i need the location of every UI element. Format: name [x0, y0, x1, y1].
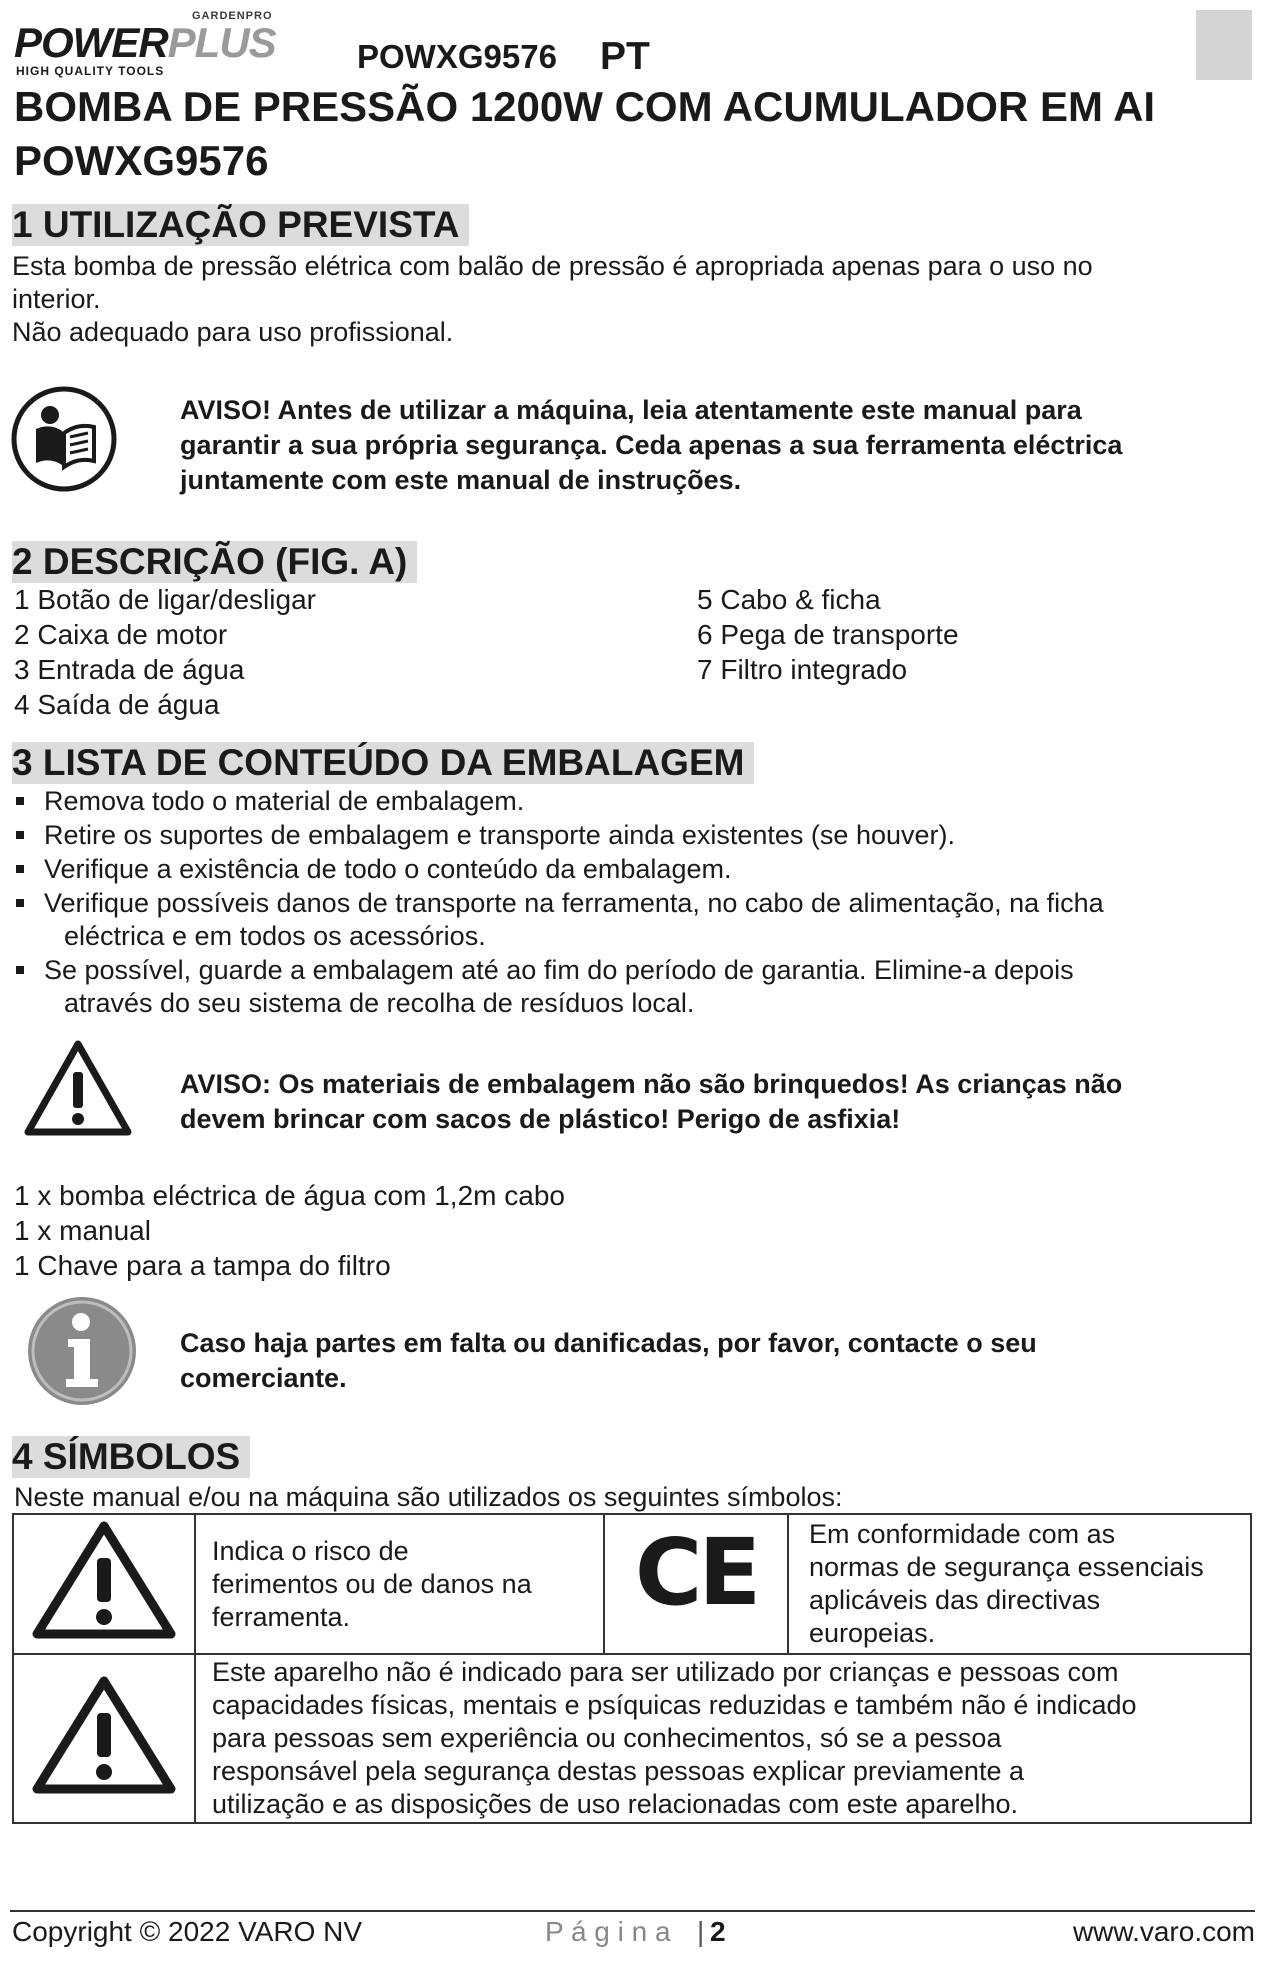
description-list-right	[697, 582, 1237, 687]
bullet-icon	[16, 899, 24, 907]
text-line: Em conformidade com as	[809, 1519, 1116, 1549]
bullet-icon	[16, 966, 24, 974]
section-heading-package-contents: 3 LISTA DE CONTEÚDO DA EMBALAGEM	[12, 742, 754, 784]
list-item: 6 Pega de transporte	[697, 619, 959, 650]
text-line: Não adequado para uso profissional.	[12, 317, 454, 347]
text-line: através do seu sistema de recolha de resíduos local.	[64, 988, 695, 1018]
title-line: BOMBA DE PRESSÃO 1200W COM ACUMULADOR EM AI	[14, 83, 1156, 130]
section-heading-intended-use: 1 UTILIZAÇÃO PREVISTA	[12, 204, 469, 246]
symbols-table	[12, 1513, 1252, 1824]
list-item: 1 x bomba eléctrica de água com 1,2m cabo	[14, 1180, 565, 1211]
text-line: garantir a sua própria segurança. Ceda apenas a sua ferramenta eléctrica	[180, 430, 1123, 460]
symbol-description-cell	[195, 1514, 604, 1654]
warning-triangle-icon	[29, 1518, 179, 1642]
symbols-intro-text: Neste manual e/ou na máquina são utilizados os seguintes símbolos:	[14, 1482, 843, 1512]
text-line: para pessoas sem experiência ou conhecimentos, só se a pessoa	[212, 1723, 1002, 1753]
text-line: responsável pela segurança destas pessoas explicar previamente a	[212, 1756, 1024, 1786]
list-item: 5 Cabo & ficha	[697, 584, 881, 615]
document-title	[14, 80, 1254, 188]
list-item	[14, 954, 1254, 1020]
language-code: PT	[600, 35, 650, 78]
text-line: comerciante.	[180, 1363, 347, 1393]
model-code: POWXG9576	[357, 38, 557, 75]
footer-website-link[interactable]: www.varo.com	[1072, 1916, 1255, 1947]
logo-wordmark	[14, 19, 276, 66]
list-item	[14, 887, 1254, 953]
table-row	[13, 1514, 1251, 1654]
package-contents-list	[14, 1178, 814, 1283]
table-row	[13, 1654, 1251, 1823]
text-line: AVISO! Antes de utilizar a máquina, leia atentamente este manual para	[180, 395, 1082, 425]
bullet-icon	[16, 797, 24, 805]
footer-page-separator: |	[697, 1916, 705, 1947]
footer-copyright: Copyright © 2022 VARO NV	[12, 1916, 363, 1947]
text-line: Indica o risco de	[212, 1535, 409, 1566]
footer-divider	[10, 1910, 1255, 1912]
text-line: ferramenta.	[212, 1601, 351, 1632]
text-line: capacidades físicas, mentais e psíquicas reduzidas e também não é indicado	[212, 1690, 1137, 1720]
list-item	[14, 785, 1254, 818]
description-list-left	[14, 582, 614, 722]
text-line: Esta bomba de pressão elétrica com balão de pressão é apropriada apenas para o uso no	[12, 251, 1093, 281]
package-instructions-list	[14, 785, 1254, 1021]
bullet-icon	[16, 865, 24, 873]
text-line: Retire os suportes de embalagem e transporte ainda existentes (se houver).	[44, 820, 955, 850]
footer-page-number: 2	[710, 1916, 726, 1947]
section-heading-description: 2 DESCRIÇÃO (FIG. A)	[12, 541, 417, 583]
section-heading-symbols: 4 SÍMBOLOS	[12, 1436, 250, 1478]
warning-triangle-icon	[29, 1673, 179, 1797]
logo-power-text: POWER	[14, 19, 168, 66]
list-item: 4 Saída de água	[14, 689, 220, 720]
logo-gardenpro-text: GARDENPRO	[192, 10, 273, 22]
text-line: aplicáveis das directivas	[809, 1585, 1101, 1615]
manual-warning-text	[180, 393, 1255, 498]
text-line: devem brincar com sacos de plástico! Perigo de asfixia!	[180, 1104, 901, 1134]
title-line: POWXG9576	[14, 137, 269, 184]
text-line: Caso haja partes em falta ou danificadas, por favor, contacte o seu	[180, 1328, 1037, 1358]
text-line: Verifique a existência de todo o conteúdo da embalagem.	[44, 854, 732, 884]
text-line: ferimentos ou de danos na	[212, 1568, 532, 1599]
text-line: europeias.	[809, 1618, 936, 1648]
text-line: Remova todo o material de embalagem.	[44, 786, 525, 816]
text-line: AVISO: Os materiais de embalagem não são brinquedos! As crianças não	[180, 1069, 1123, 1099]
list-item	[14, 853, 1254, 886]
text-line: normas de segurança essenciais	[809, 1552, 1204, 1582]
list-item: 1 x manual	[14, 1215, 151, 1246]
intended-use-text	[12, 250, 1252, 349]
symbol-cell	[604, 1514, 788, 1654]
info-icon	[26, 1295, 138, 1407]
logo-tagline: HIGH QUALITY TOOLS	[16, 64, 165, 78]
list-item: 1 Botão de ligar/desligar	[14, 584, 316, 615]
list-item: 3 Entrada de água	[14, 654, 245, 685]
text-line: Verifique possíveis danos de transporte na ferramenta, no cabo de alimentação, na ficha	[44, 888, 1104, 918]
packaging-warning-text	[180, 1067, 1255, 1137]
footer-page-label: P á g i n a	[545, 1916, 671, 1947]
brand-logo	[14, 10, 334, 78]
text-line: Se possível, guarde a embalagem até ao fim do período de garantia. Elimine-a depois	[44, 955, 1074, 985]
list-item: 1 Chave para a tampa do filtro	[14, 1250, 391, 1281]
list-item: 2 Caixa de motor	[14, 619, 228, 650]
text-line: Este aparelho não é indicado para ser utilizado por crianças e pessoas com	[212, 1657, 1119, 1687]
list-item: 7 Filtro integrado	[697, 654, 908, 685]
symbol-description-cell	[195, 1654, 1251, 1823]
symbol-description-cell	[788, 1514, 1251, 1654]
language-tab-marker	[1196, 10, 1252, 80]
logo-plus-text: PLUS	[167, 19, 276, 66]
read-manual-icon	[10, 385, 118, 493]
missing-parts-info-text	[180, 1326, 1255, 1396]
warning-triangle-icon	[22, 1038, 134, 1138]
symbol-cell	[13, 1654, 195, 1823]
symbol-cell	[13, 1514, 195, 1654]
text-line: utilização e as disposições de uso relacionadas com este aparelho.	[212, 1789, 1018, 1819]
text-line: eléctrica e em todos os acessórios.	[64, 921, 486, 951]
ce-mark-icon: CE	[634, 1519, 758, 1626]
bullet-icon	[16, 831, 24, 839]
text-line: interior.	[12, 284, 101, 314]
text-line: juntamente com este manual de instruções.	[180, 465, 742, 495]
list-item	[14, 819, 1254, 852]
